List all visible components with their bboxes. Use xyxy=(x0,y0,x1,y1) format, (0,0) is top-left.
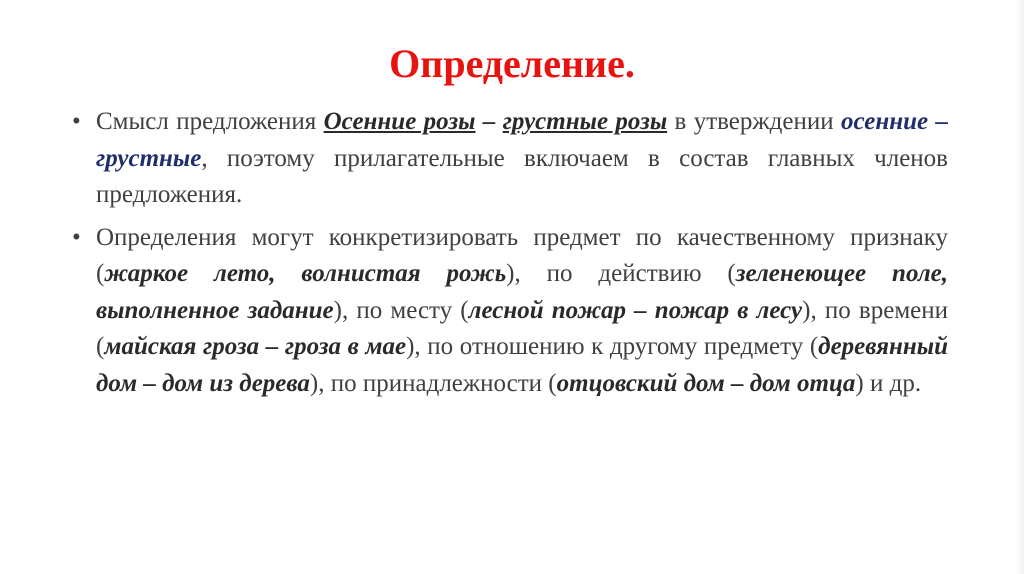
bullet1-dash: – xyxy=(475,108,503,135)
bullet-dot: • xyxy=(72,108,81,135)
example-autumn-sad: осенние – грустные xyxy=(96,108,948,172)
bullet1-text-1: Смысл предложения xyxy=(96,108,324,135)
example-place: лесной пожар – пожар в лесу xyxy=(468,296,803,324)
bullet-item-1 xyxy=(70,104,948,214)
bullet2-text-6: ), по принадлежности ( xyxy=(309,369,557,397)
example-quality: жаркое лето, волнистая рожь xyxy=(104,260,507,287)
bullet2-text-5: ), по отношению к другому предмету ( xyxy=(406,333,819,360)
example-sad-roses: грустные розы xyxy=(502,108,668,135)
bullet2-text-3: ), по месту ( xyxy=(333,296,469,324)
example-autumn-roses: Осенние розы xyxy=(323,108,476,135)
bullet2-text-2: ), по действию ( xyxy=(506,260,736,287)
bullet2-text-7: ) и др. xyxy=(855,369,922,397)
bullet1-text-2: в утверждении xyxy=(667,108,841,135)
bullet2-text-4: ), по времени ( xyxy=(96,296,949,360)
slide-title: Определение. xyxy=(389,41,635,86)
bullet-list xyxy=(70,104,948,408)
example-ownership: отцовский дом – дом отца xyxy=(556,369,856,397)
bullet2-text-1: Определения могут конкретизировать предмет по качественному признаку ( xyxy=(96,223,948,287)
example-time: майская гроза – гроза в мае xyxy=(104,333,407,360)
bullet1-text-3: , поэтому прилагательные включаем в состав главных членов предложения. xyxy=(96,144,948,208)
bullet-item-2 xyxy=(70,220,948,403)
example-relation: деревянный дом – дом из дерева xyxy=(96,333,948,397)
example-action: зеленеющее поле, выполненное задание xyxy=(96,260,948,324)
bullet-dot: • xyxy=(72,223,81,251)
